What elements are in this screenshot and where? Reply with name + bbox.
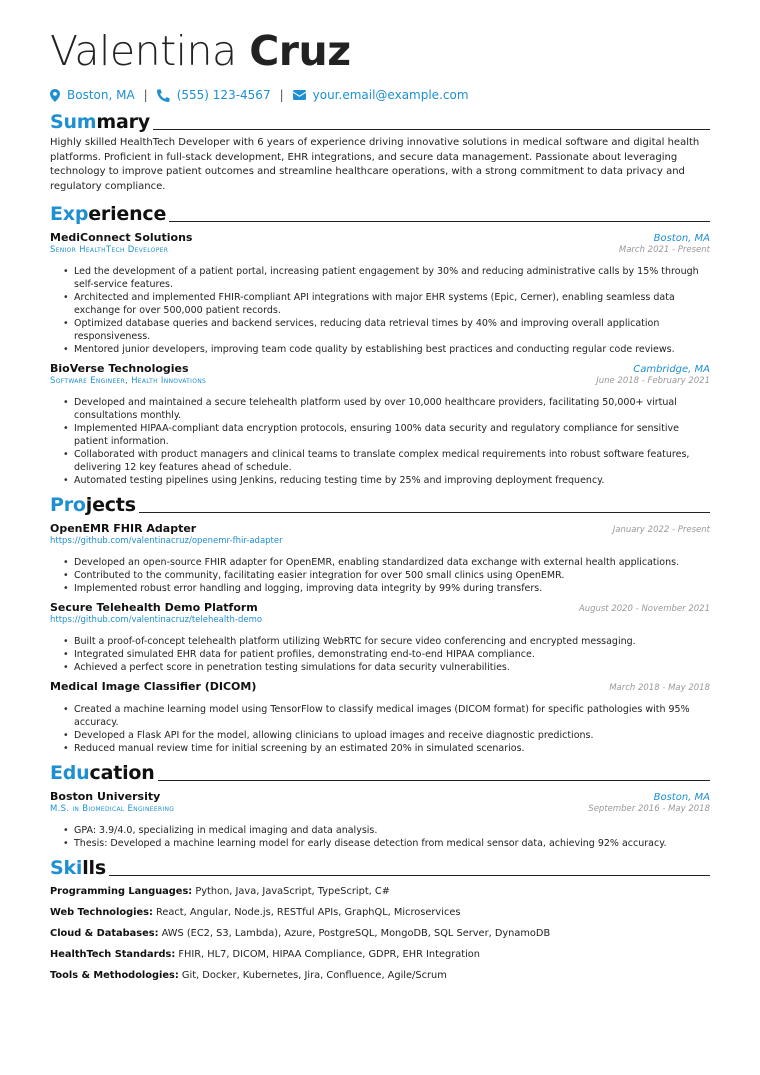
summary-heading — [50, 109, 710, 133]
list-item: • Developed a Flask API for the model, allowing clinicians to upload images and receive diagnostic predictions. — [62, 729, 710, 742]
list-item: • GPA: 3.9/4.0, specializing in medical imaging and data analysis. — [62, 824, 710, 837]
job-org: BioVerse Technologies — [50, 362, 189, 375]
skill-row: Programming Languages: Python, Java, JavaScript, TypeScript, C# — [50, 886, 390, 897]
email-link: your.email@example.com — [312, 88, 469, 102]
candidate-name — [50, 28, 710, 74]
phone-icon — [157, 89, 170, 102]
contact-line — [50, 87, 710, 103]
list-item: • Reduced manual review time for initial screening by an estimated 20% in simulated scenarios. — [62, 742, 710, 755]
school-location: Boston, MA — [653, 792, 710, 803]
skill-row: HealthTech Standards: FHIR, HL7, DICOM, HIPAA Compliance, GDPR, EHR Integration — [50, 949, 480, 960]
section-title: Skills — [50, 857, 106, 879]
education-bullets — [62, 824, 710, 850]
job-role: Senior HealthTech Developer — [50, 245, 169, 255]
list-item: • Automated testing pipelines using Jenkins, reducing testing time by 25% and improving deployment frequency. — [62, 474, 710, 487]
school-name: Boston University — [50, 790, 161, 803]
list-item: • Created a machine learning model using TensorFlow to classify medical images (DICOM format) for specific pathologies with 95% accuracy. — [62, 703, 710, 729]
section-title: Education — [50, 762, 155, 784]
separator: | — [279, 88, 284, 102]
list-item: • Collaborated with product managers and clinical teams to translate complex medical requirements into robust software features, delivering 12 key features ahead of schedule. — [62, 448, 710, 474]
list-item: • Contributed to the community, facilitating easier integration for over 500 small clinics using OpenEMR. — [62, 569, 710, 582]
location-text: Boston, MA — [67, 88, 135, 102]
degree: M.S. in Biomedical Engineering — [50, 804, 175, 814]
section-rule — [153, 129, 710, 130]
job-location: Boston, MA — [653, 233, 710, 244]
project-entry — [50, 680, 710, 755]
section-rule — [169, 221, 710, 222]
education-entry — [50, 790, 710, 850]
list-item: • Optimized database queries and backend services, reducing data retrieval times by 40% and improving overall application responsiveness. — [62, 317, 710, 343]
list-item: • Implemented robust error handling and logging, improving data integrity by 99% during transfers. — [62, 582, 710, 595]
email-item[interactable] — [293, 88, 469, 102]
project-bullets — [62, 635, 710, 674]
phone-item[interactable] — [157, 88, 271, 102]
job-dates: June 2018 - February 2021 — [596, 376, 710, 386]
project-dates: August 2020 - November 2021 — [578, 604, 710, 614]
project-dates: March 2018 - May 2018 — [609, 683, 710, 693]
job-role: Software Engineer, Health Innovations — [50, 376, 207, 386]
phone-text: (555) 123-4567 — [176, 88, 271, 102]
job-bullets — [62, 265, 710, 356]
job-dates: March 2021 - Present — [618, 245, 710, 255]
skill-row: Cloud & Databases: AWS (EC2, S3, Lambda), Azure, PostgreSQL, MongoDB, SQL Server, DynamoDB — [50, 928, 551, 939]
education-heading — [50, 760, 710, 784]
list-item: • Mentored junior developers, improving team code quality by establishing best practices and conducting regular code reviews. — [62, 343, 710, 356]
list-item: • Built a proof-of-concept telehealth platform utilizing WebRTC for secure video conferencing and encrypted messaging. — [62, 635, 710, 648]
skills-list — [50, 881, 710, 986]
list-item: • Achieved a perfect score in penetration testing simulations for data security vulnerabilities. — [62, 661, 710, 674]
location-item — [50, 88, 135, 102]
envelope-icon — [293, 90, 306, 100]
section-rule — [158, 780, 710, 781]
section-title: Experience — [50, 203, 167, 225]
job-location: Cambridge, MA — [633, 364, 710, 375]
project-name: Medical Image Classifier (DICOM) — [50, 680, 257, 693]
project-bullets — [62, 556, 710, 595]
project-dates: January 2022 - Present — [612, 525, 710, 535]
list-item: • Led the development of a patient portal, increasing patient engagement by 30% and reducing administrative calls by 15% through self-service features. — [62, 265, 710, 291]
project-bullets — [62, 703, 710, 755]
map-pin-icon — [50, 89, 60, 102]
section-title: Projects — [50, 494, 136, 516]
project-entry — [50, 601, 710, 674]
list-item: • Architected and implemented FHIR-compliant API integrations with major EHR systems (Epic, Cerner), enabling seamless data exchange for over 500,000 patient records. — [62, 291, 710, 317]
skill-row: Web Technologies: React, Angular, Node.js, RESTful APIs, GraphQL, Microservices — [50, 907, 461, 918]
skills-heading — [50, 855, 710, 879]
list-item: • Developed an open-source FHIR adapter for OpenEMR, enabling standardized data exchange with external health applications. — [62, 556, 710, 569]
list-item: • Integrated simulated EHR data for patient profiles, demonstrating end-to-end HIPAA compliance. — [62, 648, 710, 661]
project-link[interactable]: https://github.com/valentinacruz/telehealth-demo — [50, 615, 263, 625]
job-entry — [50, 231, 710, 356]
first-name: Valentina — [50, 27, 237, 75]
job-entry — [50, 362, 710, 487]
section-rule — [139, 512, 710, 513]
list-item: • Thesis: Developed a machine learning model for early disease detection from medical sensor data, achieving 92% accuracy. — [62, 837, 710, 850]
project-entry — [50, 522, 710, 595]
project-name: Secure Telehealth Demo Platform — [50, 601, 258, 614]
education-dates: September 2016 - May 2018 — [588, 804, 710, 814]
section-rule — [109, 875, 710, 876]
job-org: MediConnect Solutions — [50, 231, 193, 244]
skill-row: Tools & Methodologies: Git, Docker, Kubernetes, Jira, Confluence, Agile/Scrum — [50, 970, 447, 981]
separator: | — [143, 88, 148, 102]
list-item: • Implemented HIPAA-compliant data encryption protocols, ensuring 100% data security and regulatory compliance for sensitive patient information. — [62, 422, 710, 448]
summary-text: Highly skilled HealthTech Developer with 6 years of experience driving innovative solutions in medical software and digital health platforms. Proficient in full-stack development, EHR integrations, and secure data management. Passionate about leveraging technology to improve patient outcomes and streamline healthcare operations, with a strong commitment to data privacy and regulatory compliance. — [50, 137, 700, 192]
section-title: Summary — [50, 111, 150, 133]
job-bullets — [62, 396, 710, 487]
project-name: OpenEMR FHIR Adapter — [50, 522, 197, 535]
list-item: • Developed and maintained a secure telehealth platform used by over 10,000 healthcare providers, facilitating 50,000+ virtual consultations monthly. — [62, 396, 710, 422]
project-link[interactable]: https://github.com/valentinacruz/openemr-fhir-adapter — [50, 536, 283, 546]
last-name: Cruz — [249, 27, 351, 75]
projects-heading — [50, 492, 710, 516]
experience-heading — [50, 201, 710, 225]
